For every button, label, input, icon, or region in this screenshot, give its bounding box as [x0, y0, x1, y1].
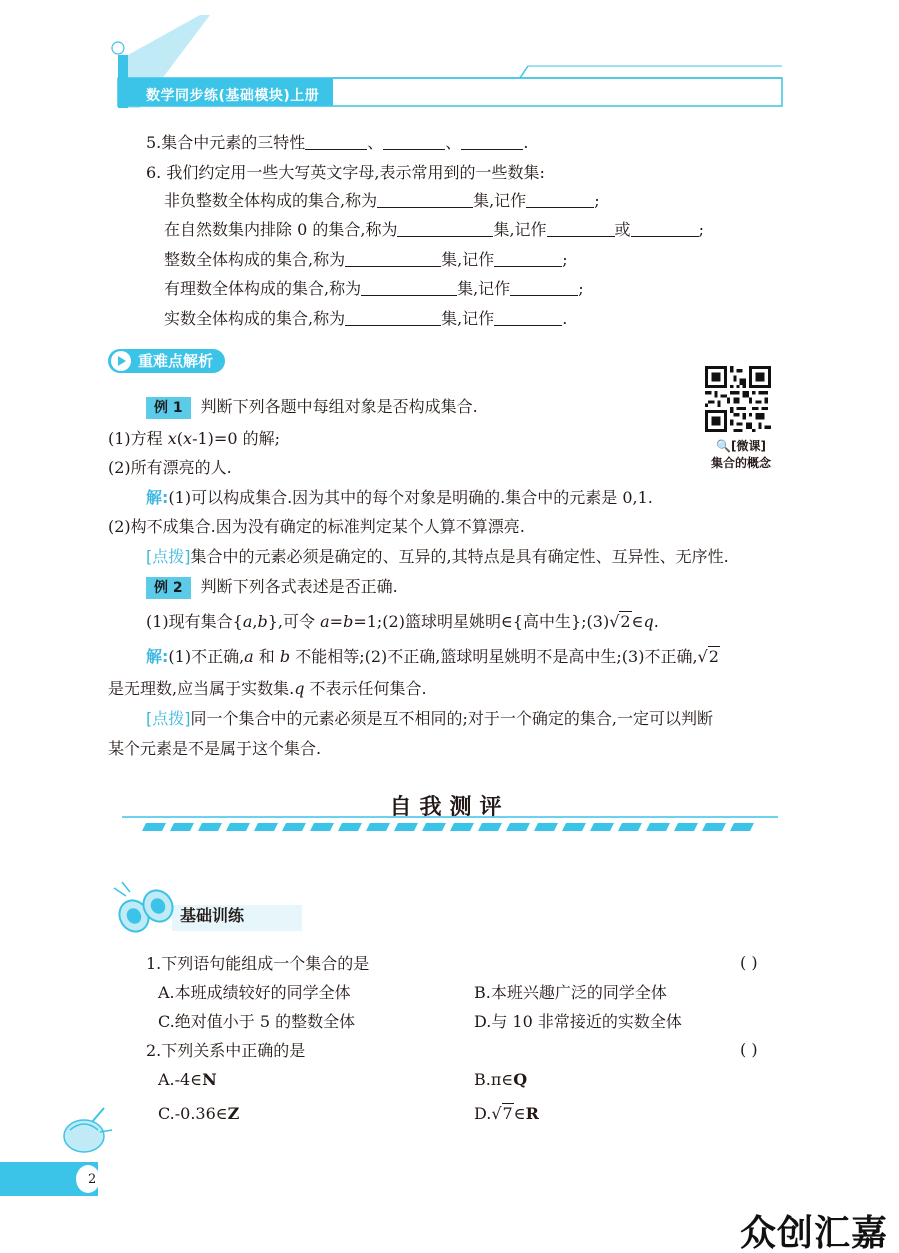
option-c[interactable]: C.-0.36∈Z — [158, 1104, 240, 1123]
qr-caption — [704, 438, 778, 472]
self-test-title: 自我测评 — [389, 795, 510, 820]
play-icon — [111, 351, 131, 371]
section-title: 重难点解析 — [138, 352, 214, 370]
question-6-line-3: 整数全体构成的集合,称为 集,记作 ; — [164, 250, 568, 269]
example-1-header — [146, 396, 478, 419]
footer-decoration — [0, 1100, 140, 1200]
answer-blank[interactable] — [461, 134, 523, 150]
option-a[interactable]: A.-4∈N — [158, 1070, 217, 1089]
watermark: 众创汇嘉 — [740, 1213, 889, 1253]
header-title: 数学同步练(基础模块)上册 — [146, 88, 320, 104]
basic-training-title: 基础训练 — [180, 906, 245, 925]
answer-blank[interactable] — [305, 134, 367, 150]
answer-blank[interactable] — [397, 221, 493, 237]
test-question-2: 2.下列关系中正确的是 — [146, 1041, 306, 1060]
answer-parentheses[interactable]: ( ) — [740, 953, 758, 972]
question-5: 5.集合中元素的三特性 、 、 . — [146, 133, 529, 152]
answer-blank[interactable] — [510, 280, 578, 296]
answer-parentheses[interactable]: ( ) — [740, 1040, 758, 1059]
micro-lesson-tag: [微课] — [730, 439, 766, 453]
example-2-text: 判断下列各式表述是否正确. — [200, 577, 398, 596]
answer-blank[interactable] — [547, 221, 615, 237]
example-1-tag: 例 1 — [146, 397, 191, 419]
example-1-tip: [点拨]集合中的元素必须是确定的、互异的,其特点是具有确定性、互异性、无序性. — [146, 547, 729, 566]
test-question-1: 1.下列语句能组成一个集合的是 — [146, 954, 370, 973]
example-2-solution-2: 是无理数,应当属于实数集.q 不表示任何集合. — [108, 679, 427, 698]
answer-blank[interactable] — [631, 221, 699, 237]
example-1-part-2: (2)所有漂亮的人. — [108, 458, 232, 477]
magnifier-icon: 🔍 — [716, 439, 731, 453]
section-heading — [108, 348, 225, 374]
example-2-question: (1)现有集合{a,b},可令 a=b=1;(2)篮球明星姚明∈{高中生};(3)√2∈q. — [146, 612, 659, 631]
answer-blank[interactable] — [494, 251, 562, 267]
answer-blank[interactable] — [345, 310, 441, 326]
answer-blank[interactable] — [361, 280, 457, 296]
title-underline-decoration — [122, 815, 778, 835]
qr-code-icon[interactable] — [705, 366, 771, 432]
question-6-line-2: 在自然数集内排除 0 的集合,称为 集,记作 或 ; — [164, 220, 704, 239]
answer-blank[interactable] — [494, 310, 562, 326]
page-number: 2 — [88, 1172, 97, 1187]
example-1-solution-1: 解:(1)可以构成集合.因为其中的每个对象是明确的.集合中的元素是 0,1. — [146, 488, 653, 507]
example-2-tip-1: [点拨]同一个集合中的元素必须是互不相同的;对于一个确定的集合,一定可以判断 — [146, 709, 713, 728]
example-1-part-1: (1)方程 x(x-1)=0 的解; — [108, 429, 280, 448]
answer-blank[interactable] — [377, 192, 473, 208]
option-b[interactable]: B.本班兴趣广泛的同学全体 — [474, 983, 667, 1002]
answer-blank[interactable] — [526, 192, 594, 208]
qr-caption-text: 集合的概念 — [710, 456, 771, 470]
option-b[interactable]: B.π∈Q — [474, 1070, 528, 1089]
question-6-line-1: 非负整数全体构成的集合,称为 集,记作 ; — [164, 191, 600, 210]
example-2-tip-2: 某个元素是不是属于这个集合. — [108, 739, 322, 758]
example-2-solution-1: 解:(1)不正确,a 和 b 不能相等;(2)不正确,篮球明星姚明不是高中生;(3)不正确,√2 — [146, 647, 719, 666]
option-c[interactable]: C.绝对值小于 5 的整数全体 — [158, 1012, 356, 1031]
question-6-line-5: 实数全体构成的集合,称为 集,记作 . — [164, 309, 568, 328]
example-1-text: 判断下列各题中每组对象是否构成集合. — [200, 397, 478, 416]
example-1-solution-2: (2)构不成集合.因为没有确定的标准判定某个人算不算漂亮. — [108, 517, 525, 536]
answer-blank[interactable] — [383, 134, 445, 150]
option-d[interactable]: D.√7∈R — [474, 1104, 539, 1123]
example-2-tag: 例 2 — [146, 577, 191, 599]
option-a[interactable]: A.本班成绩较好的同学全体 — [158, 983, 351, 1002]
header-decoration — [0, 0, 899, 120]
question-6-intro: 6. 我们约定用一些大写英文字母,表示常用到的一些数集: — [146, 163, 545, 182]
option-d[interactable]: D.与 10 非常接近的实数全体 — [474, 1012, 682, 1031]
example-2-header — [146, 576, 398, 599]
answer-blank[interactable] — [345, 251, 441, 267]
question-6-line-4: 有理数全体构成的集合,称为 集,记作 ; — [164, 279, 584, 298]
